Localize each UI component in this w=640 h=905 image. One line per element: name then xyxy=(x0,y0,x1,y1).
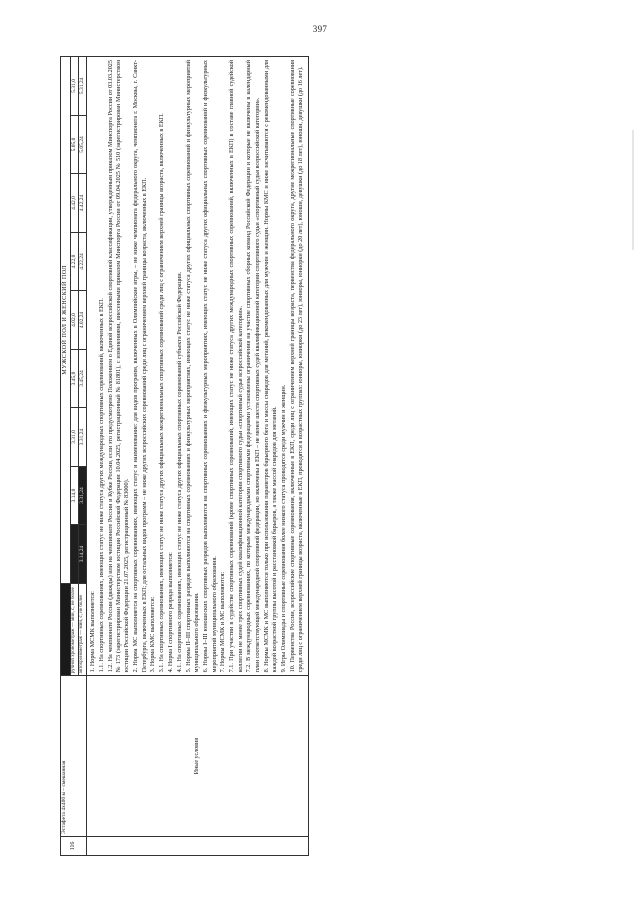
scan-artifact xyxy=(632,130,634,250)
condition-paragraph: 8. Нормы МСМК и МС выполняются только при использовании параметров барьерного бега и массы снарядов для метаний, рекомендованных для мужчин и женщин. Нормы КМС и ниже засчитываются с рекомендованными для каждой возрастной группы высотой и расстановкой барьеров, а также массой снарядов для метаний. xyxy=(262,60,278,673)
page-number: 397 xyxy=(312,24,328,34)
manual-value: 5.05,0 xyxy=(71,115,79,174)
condition-paragraph: 3. Норма КМС выполняется: xyxy=(149,596,157,673)
manual-value: 3.14,0 xyxy=(71,466,79,525)
row-number: 116 xyxy=(61,836,87,855)
auto-value: 4.02,24 xyxy=(79,291,87,350)
manual-value: 3.31,0 xyxy=(71,408,79,467)
condition-paragraph: 1.1. На спортивных соревнованиях, имеющих статус не ниже статуса других международных спортивных соревнований, включенных в ЕКП. xyxy=(97,298,105,673)
manual-value: 4.42,0 xyxy=(71,174,79,233)
auto-value: 5.31,24 xyxy=(79,57,87,116)
condition-paragraph: 6. Нормы I–III юношеских спортивных разрядов выполняются на спортивных соревнованиях и физкультурных мероприятиях, имеющих статус не ниже статуса других официальных спортивных соревнований и физкультурных мероприятий муниципального образования. xyxy=(202,60,218,673)
condition-paragraph: 7. Нормы МСМК и МС выполняются: xyxy=(219,571,227,673)
auto-value-highlight: 3.31,24 xyxy=(79,466,87,525)
conditions-label: Иные условия xyxy=(87,676,309,837)
manual-value: 4.02,0 xyxy=(71,291,79,350)
condition-paragraph: 10. Первенства России, всероссийские спортивные соревнования, включенные в ЕКП, среди лиц с ограничением верхней границы возраста, первенства федерального округа, другие межрегиональные спортивные соревнования среди лиц с ограничением верхней границы возраста, включенные в ЕКП, проводятся в возрастных группах: юниоры, юниорки (до 23 лет), юниоры, юниорки (до 20 лет), юноши, девушки (до 18 лет), юноши, девушки (до 16 лет). xyxy=(288,60,305,673)
standards-table xyxy=(60,56,309,856)
time-label-auto: автохронометраж — мин, с, не более xyxy=(79,583,87,676)
time-label-manual: ручной хронометраж — мин, с, не более xyxy=(71,583,79,676)
condition-paragraph: 7.2. В международных соревнованиях, по которым международными спортивными федерациями установлены ограничения на участие спортивных сборных команд Российской Федерации и которые не включены в календарный план соответствующей международной спортивной федерации, но включены в ЕКП – не менее шести спортивных судей квалификационной категории спортивного судьи «спортивный судья всероссийской категории». xyxy=(245,60,261,673)
manual-value-dark xyxy=(71,525,79,584)
condition-paragraph: 5. Нормы II–III спортивных разрядов выполняются на спортивных соревнованиях и физкультурных мероприятиях, имеющих статус не ниже статуса других официальных спортивных соревнований и физкультурных мероприятий муниципального образования. xyxy=(185,60,201,673)
condition-paragraph: 4.1. На спортивных соревнованиях, имеющих статус не ниже статуса других официальных спортивных соревнований субъекта Российской Федерации. xyxy=(176,271,184,673)
sex-header: МУЖСКОЙ ПОЛ И ЖЕНСКИЙ ПОЛ xyxy=(61,57,71,584)
conditions-text xyxy=(87,57,309,676)
condition-paragraph: 4. Норма I спортивного разряда выполняется: xyxy=(167,552,175,673)
manual-value: 4.22,0 xyxy=(71,232,79,291)
auto-value-highlight: 3.14,24 xyxy=(79,525,87,584)
condition-paragraph: 9. Игры Олимпиады и спортивные соревнования более низкого статуса проводятся среди мужчин и женщин. xyxy=(279,384,287,673)
auto-value: 5.05,24 xyxy=(79,115,87,174)
event-name: Эстафета 4x400 м – смешанная xyxy=(61,676,87,837)
condition-paragraph: 2. Норма МС выполняется на спортивных соревнованиях, имеющих статус и наименование: для видов программ, включенных в Олимпийские игры, – не ниже чемпионата федерального округа, чемпионата г. Москвы, г. Санкт-Петербурга, включенных в ЕКП; для остальных видов программ – не ниже других всероссийских соревнований среди лиц с ограничением верхней границы возраста, включенных в ЕКП. xyxy=(132,60,148,673)
auto-value: 3.45,24 xyxy=(79,349,87,408)
auto-value: 3.31,24 xyxy=(79,408,87,467)
condition-paragraph: 1. Норма МСМК выполняется: xyxy=(89,591,96,673)
auto-value: 4.22,24 xyxy=(79,232,87,291)
time-label-header xyxy=(61,583,71,676)
manual-value: 5.31,0 xyxy=(71,57,79,116)
manual-value: 3.45,0 xyxy=(71,349,79,408)
condition-paragraph: 7.1. При участии в судействе спортивных соревнований (кроме спортивных соревнований, имеющих статус не ниже статуса других международных спортивных соревнований, включенных в ЕКП) в составе главной судейской коллегии не менее трех спортивных судей квалификационной категории спортивного судьи «спортивный судья всероссийской категории». xyxy=(228,60,244,673)
condition-paragraph: 3.1. На спортивных соревнованиях, имеющих статус не ниже статуса других официальных межрегиональных спортивных соревнований среди лиц с ограничением верхней границы возраста, включенных в ЕКП. xyxy=(158,113,166,673)
condition-paragraph: 1.2. На чемпионате России (дважды) или на чемпионате России и Кубке России, если это предусмотрено Положением о Единой всероссийской спортивной классификации, утвержденным приказом Минспорта России от 03.03.2025 № 173 (зарегистрирован Министерством юстиции Российской Федерации 10.04.2025, регистрационный № 81801), с изменениями, внесенными приказом Минспорта России от 09.04.2025 № 510 (зарегистрирован Министерством юстиции Российской Федерации 21.07.2025, регистрационный № 83000). xyxy=(106,60,131,673)
auto-value: 4.42,24 xyxy=(79,174,87,233)
conditions-num-cell xyxy=(87,836,309,855)
rotated-table-area xyxy=(60,56,540,856)
